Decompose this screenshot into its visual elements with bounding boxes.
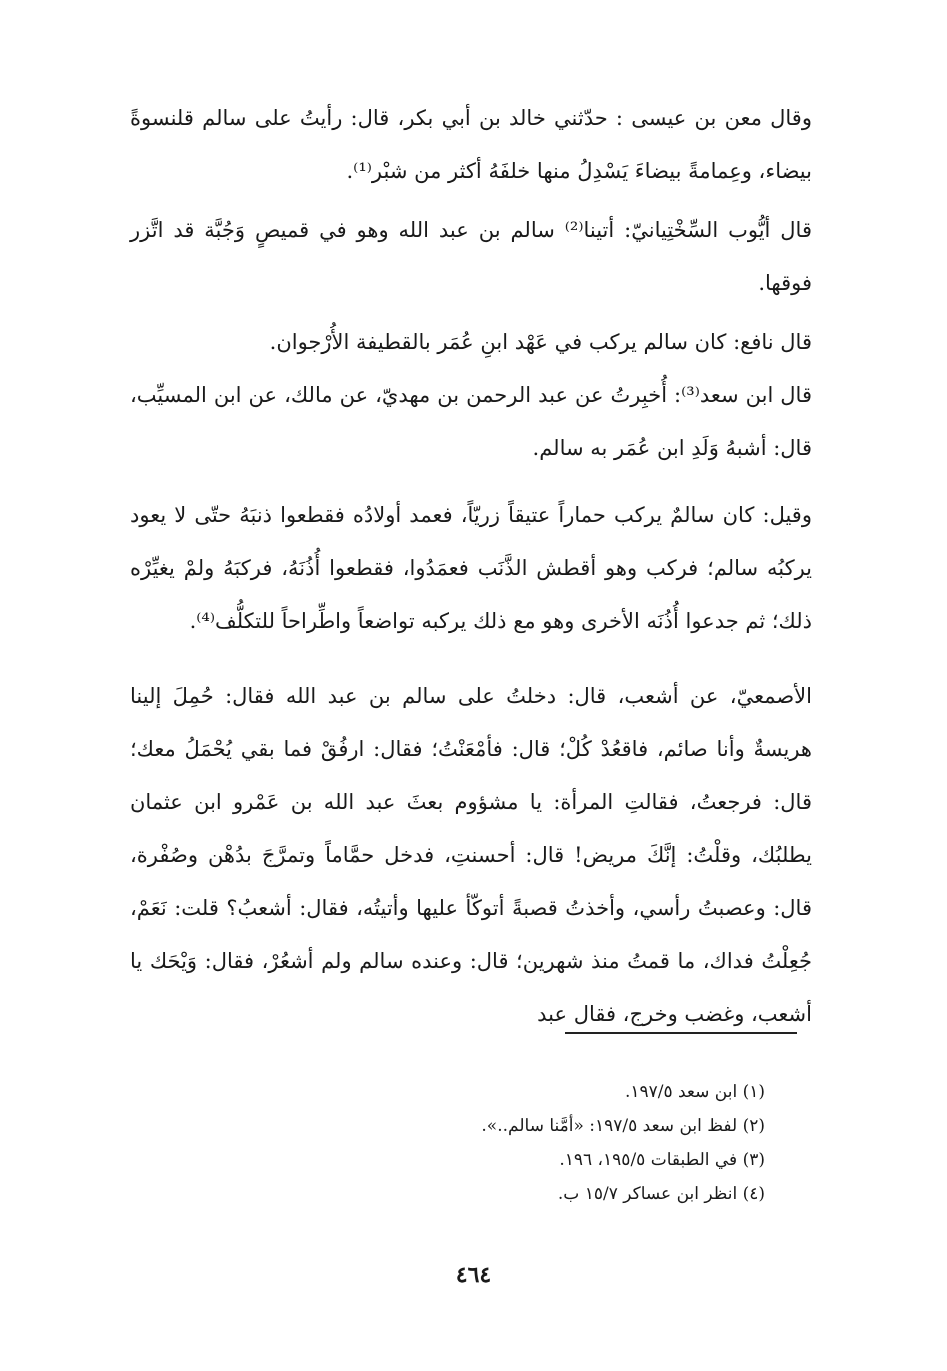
footnote-2: (٢) لفظ ابن سعد ١٩٧/٥: «أمَّنا سالم..». bbox=[481, 1116, 765, 1136]
footnote-4: (٤) انظر ابن عساكر ١٥/٧ ب. bbox=[557, 1184, 765, 1204]
footnotes bbox=[140, 1075, 765, 1211]
paragraph-ashab-story: الأصمعيّ، عن أشعب، قال: دخلتُ على سالم بن عبد الله فقال: حُمِلَ إلينا هريسةٌ وأنا صائم، فاقعُدْ كُلْ؛ قال: فأمْعَنْتُ؛ فقال: ارفُقْ فما بقي يُحْمَلُ معك؛ قال: فرجعتُ، فقالتِ المرأة: يا مشؤوم بعثَ عبد الله بن عَمْرو ابن عثمان يطلبُك، وقلْتُ: إنَّكَ مريض! قال: أحسنتِ، فدخل حمَّاماً وتمرَّجَ بدُهْن وصُفْرة، قال: وعصبتُ رأسي، وأخذتُ قصبةً أتوكّأ عليها وأتيتُه، فقال: أشعبُ؟ قلت: نَعَمْ، جُعِلْتُ فداك، ما قمتُ منذ شهرين؛ قال: وعنده سالم ولم أشعُرْ، فقال: وَيْحَك يا أشعب، وغضب وخرج، فقال عبد bbox=[130, 684, 813, 1026]
paragraph-donkey-story: وقيل: كان سالمٌ يركب حماراً عتيقاً زريّاً، فعمد أولادُه فقطعوا ذنبَهُ حتّى لا يعود يركبُه سالم؛ فركب وهو أقطش الذَّنَب فعمَدُوا، فقطعوا أُذُنَهُ، فركبَهُ ولمْ يغيِّرْه ذلك؛ ثم جدعوا أُذُنَه الأخرى وهو مع ذلك يركبه تواضعاً واطِّراحاً للتكلُّف⁽⁴⁾. bbox=[130, 503, 813, 633]
paragraph-maan-ibn-isa: وقال معن بن عيسى : حدّثني خالد بن أبي بكر، قال: رأيتُ على سالم قلنسوةً بيضاء، وعِمامةً بيضاءَ يَسْدِلُ منها خلفَهُ أكثر من شبْر⁽¹⁾. bbox=[130, 106, 812, 183]
footnote-1: (١) ابن سعد ١٩٧/٥. bbox=[624, 1082, 765, 1102]
footnote-separator bbox=[565, 1032, 797, 1034]
paragraph-nafi: قال نافع: كان سالم يركب في عَهْد ابنِ عُمَر بالقطيفة الأُرْجوان. bbox=[269, 330, 812, 354]
paragraph-ayyub: قال أيُّوب السِّخْتِيانيّ: أتينا⁽²⁾ سالم بن عبد الله وهو في قميصٍ وَجُبَّة قد اتَّزر فوقها. bbox=[130, 218, 812, 295]
page-number: ٤٦٤ bbox=[455, 1262, 492, 1288]
footnote-3: (٣) في الطبقات ١٩٥/٥، ١٩٦. bbox=[559, 1150, 765, 1170]
paragraph-ibn-saad: قال ابن سعد⁽³⁾: أُخبِرتُ عن عبد الرحمن بن مهديّ، عن مالك، عن ابن المسيِّب، قال: أشبهُ وَلَدِ ابن عُمَر به سالم. bbox=[130, 383, 812, 460]
main-text bbox=[130, 92, 812, 1041]
